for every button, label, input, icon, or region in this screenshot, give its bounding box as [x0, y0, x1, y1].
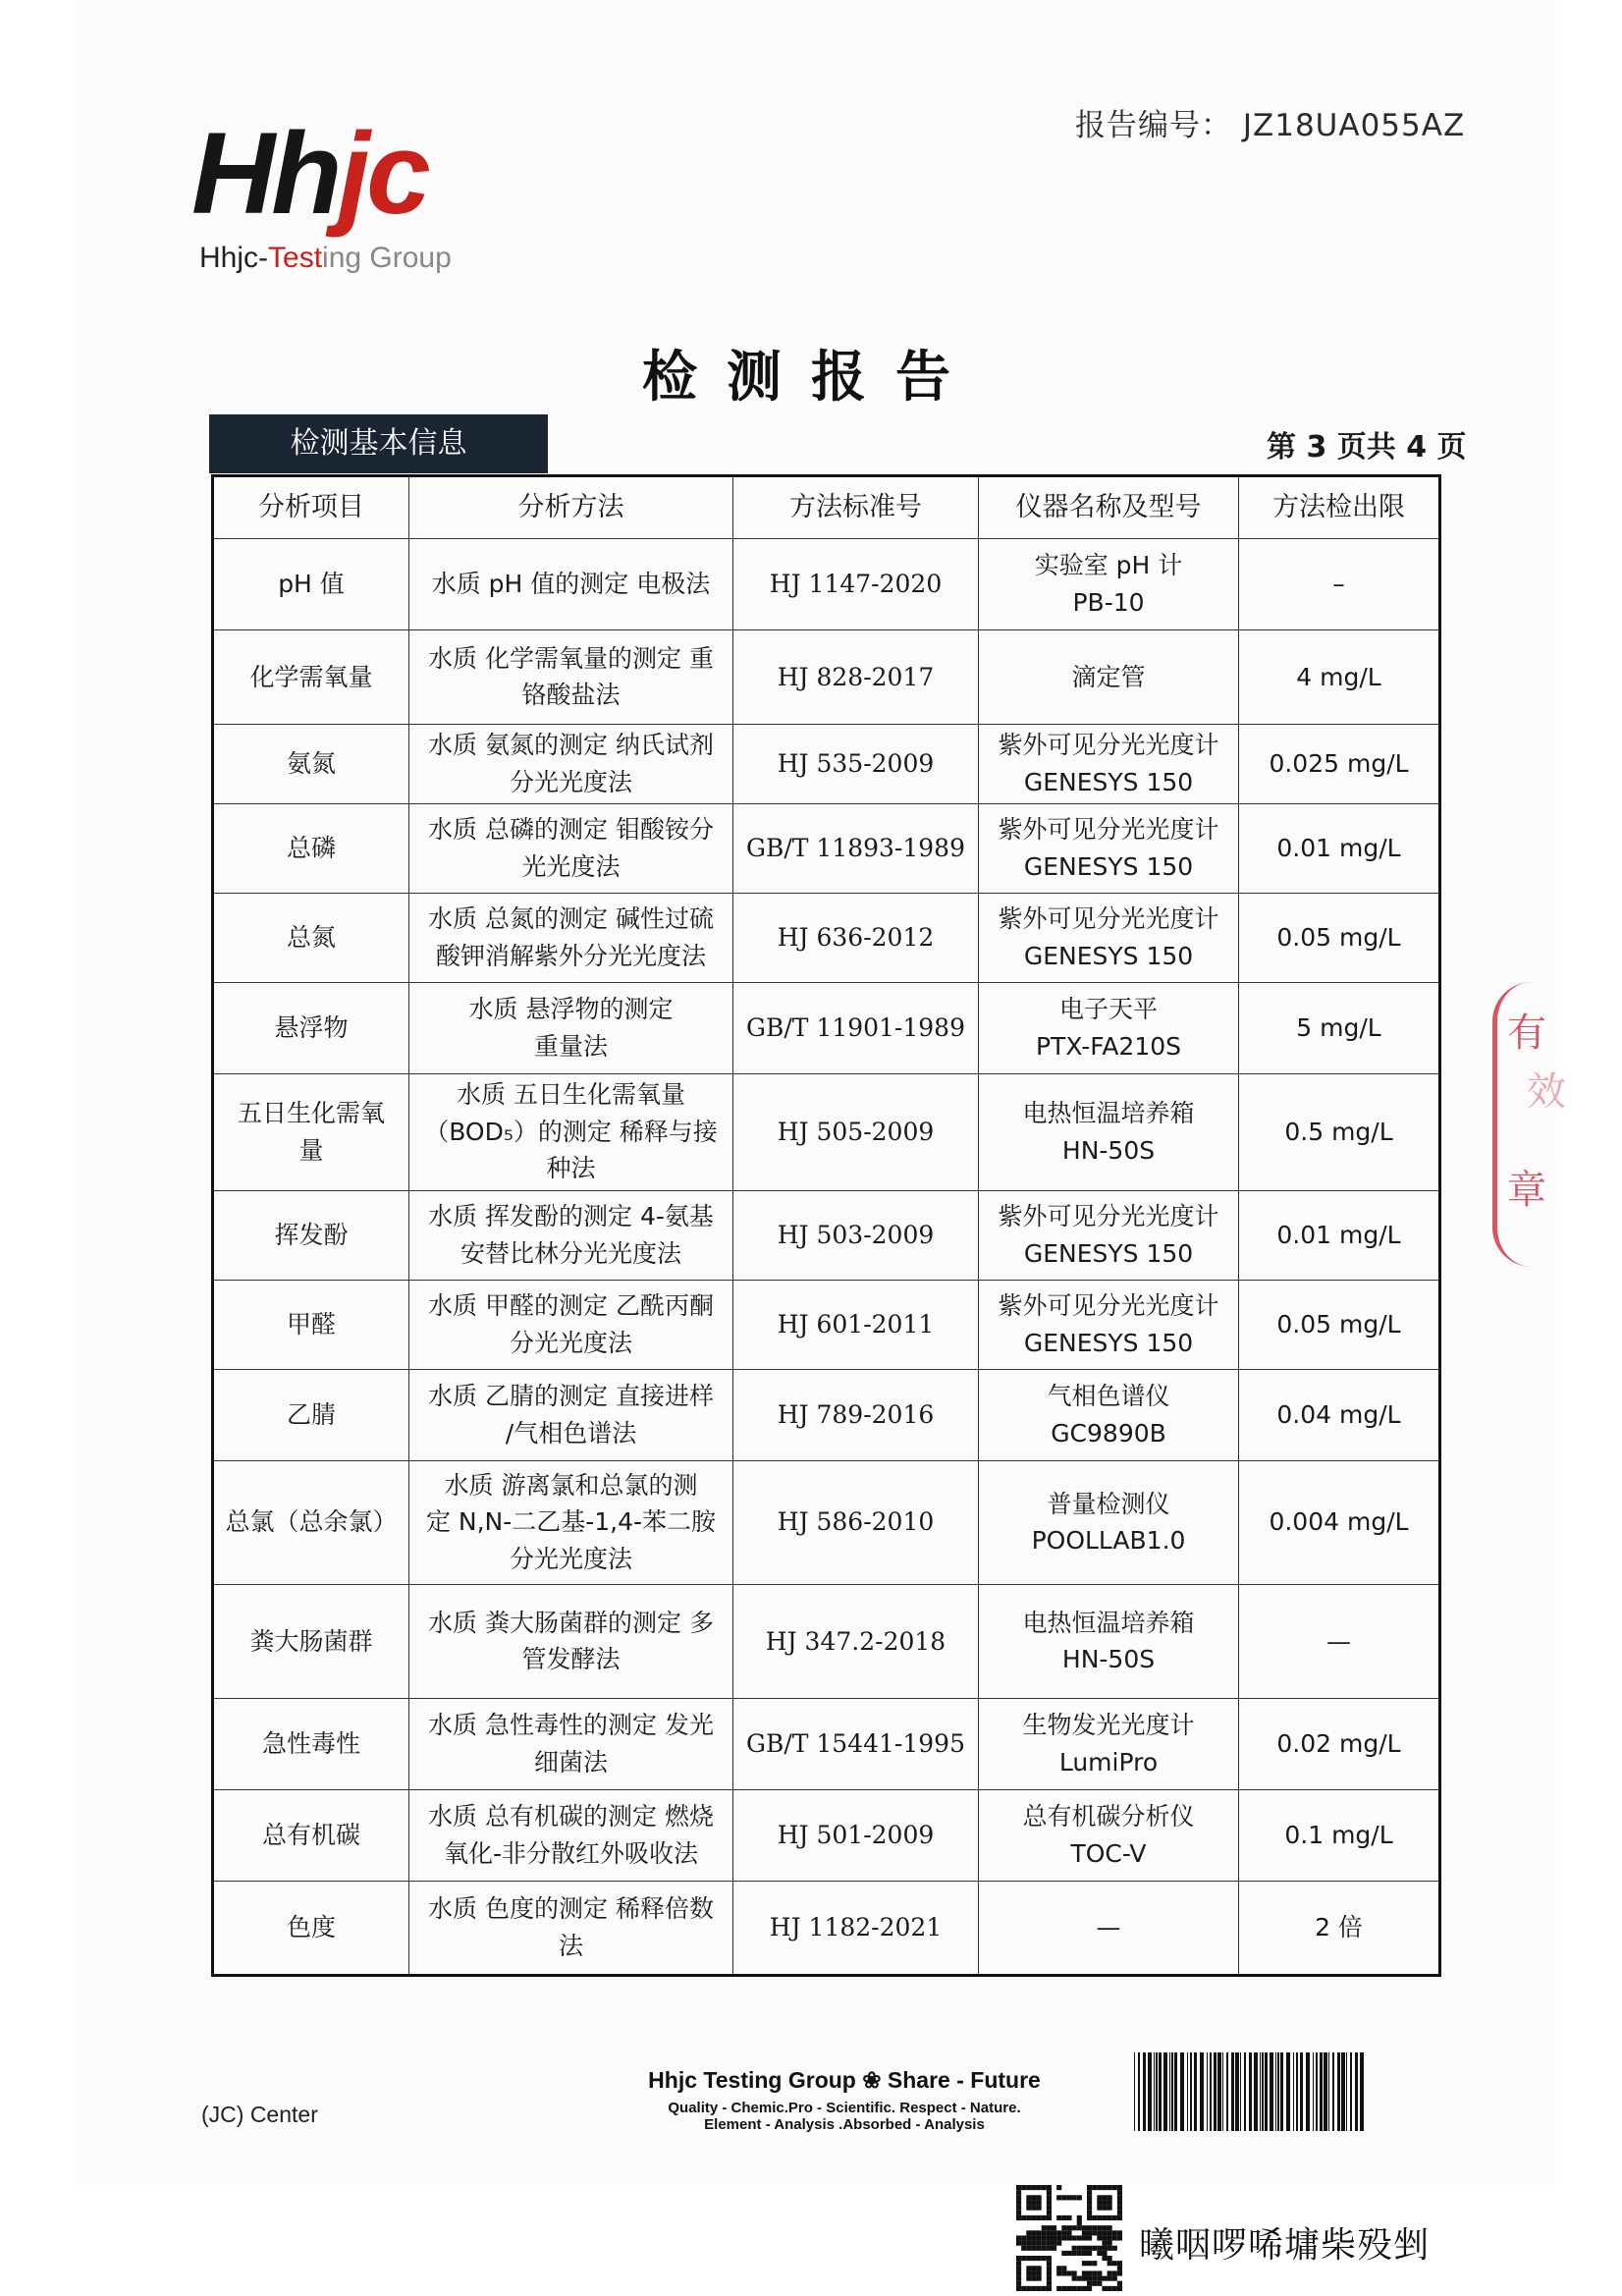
- cell-method: 水质 甲醛的测定 乙酰丙酮 分光光度法: [409, 1280, 733, 1369]
- cell-limit: 0.05 mg/L: [1239, 1280, 1440, 1369]
- cell-limit: 0.04 mg/L: [1239, 1369, 1440, 1460]
- qr-code: [1016, 2185, 1122, 2291]
- cell-limit: 0.5 mg/L: [1239, 1073, 1440, 1190]
- cell-method: 水质 急性毒性的测定 发光 细菌法: [409, 1698, 733, 1789]
- cell-limit: 0.05 mg/L: [1239, 893, 1440, 982]
- cell-item: 氨氮: [213, 724, 409, 803]
- table-row: [213, 1789, 1440, 1881]
- table-row: [213, 1190, 1440, 1280]
- table-row: [213, 1369, 1440, 1460]
- table-row: [213, 1698, 1440, 1789]
- header-standard: 方法标准号: [733, 476, 979, 539]
- table-row: [213, 539, 1440, 630]
- report-number: 报告编号： JZ18UA055AZ: [1075, 108, 1466, 143]
- cell-item: 总氮: [213, 893, 409, 982]
- cell-method: 水质 粪大肠菌群的测定 多 管发酵法: [409, 1584, 733, 1698]
- cell-item: 化学需氧量: [213, 629, 409, 724]
- cell-standard: GB/T 15441-1995: [733, 1698, 979, 1789]
- cell-method: 水质 挥发酚的测定 4-氨基 安替比林分光光度法: [409, 1190, 733, 1280]
- cell-standard: GB/T 11901-1989: [733, 982, 979, 1073]
- table-row: [213, 1073, 1440, 1190]
- barcode: [1134, 2052, 1365, 2131]
- table-row: [213, 629, 1440, 724]
- cell-method: 水质 总磷的测定 钼酸铵分 光光度法: [409, 803, 733, 893]
- footer-slogan: [589, 2067, 1100, 2133]
- cell-standard: HJ 601-2011: [733, 1280, 979, 1369]
- cell-limit: 0.004 mg/L: [1239, 1460, 1440, 1584]
- stamp-char-2: 效: [1527, 1069, 1566, 1115]
- cell-instrument: 生物发光光度计 LumiPro: [979, 1698, 1239, 1789]
- cell-standard: HJ 505-2009: [733, 1073, 979, 1190]
- cell-standard: GB/T 11893-1989: [733, 803, 979, 893]
- logo-mark-hh: Hh: [191, 109, 339, 239]
- header-limit: 方法检出限: [1239, 476, 1440, 539]
- table-row: [213, 724, 1440, 803]
- cell-instrument: 电子天平 PTX-FA210S: [979, 982, 1239, 1073]
- cell-limit: —: [1239, 1584, 1440, 1698]
- cell-item: 急性毒性: [213, 1698, 409, 1789]
- cell-item: 五日生化需氧 量: [213, 1073, 409, 1190]
- stamp-char-3: 章: [1507, 1168, 1546, 1213]
- cell-method: 水质 悬浮物的测定 重量法: [409, 982, 733, 1073]
- cell-instrument: 电热恒温培养箱 HN-50S: [979, 1073, 1239, 1190]
- header-method: 分析方法: [409, 476, 733, 539]
- logo-mark: [191, 109, 452, 239]
- cell-method: 水质 五日生化需氧量 （BOD₅）的测定 稀释与接 种法: [409, 1073, 733, 1190]
- cell-limit: 0.025 mg/L: [1239, 724, 1440, 803]
- table-row: [213, 1584, 1440, 1698]
- cell-limit: 0.01 mg/L: [1239, 1190, 1440, 1280]
- cell-standard: HJ 828-2017: [733, 629, 979, 724]
- stamp-char-1: 有: [1507, 1011, 1546, 1056]
- cell-limit: 2 倍: [1239, 1881, 1440, 1975]
- footer-line-3: Element - Analysis .Absorbed - Analysis: [704, 2116, 985, 2133]
- table-row: [213, 1280, 1440, 1369]
- cell-item: 总氯（总余氯）: [213, 1460, 409, 1584]
- cell-standard: HJ 501-2009: [733, 1789, 979, 1881]
- cell-item: 总有机碳: [213, 1789, 409, 1881]
- cell-method: 水质 总有机碳的测定 燃烧 氧化-非分散红外吸收法: [409, 1789, 733, 1881]
- header-instrument: 仪器名称及型号: [979, 476, 1239, 539]
- cell-instrument: 实验室 pH 计 PB-10: [979, 539, 1239, 630]
- cell-method: 水质 pH 值的测定 电极法: [409, 539, 733, 630]
- company-logo: [191, 109, 452, 275]
- cell-item: pH 值: [213, 539, 409, 630]
- cell-limit: 0.02 mg/L: [1239, 1698, 1440, 1789]
- cell-instrument: 总有机碳分析仪 TOC-V: [979, 1789, 1239, 1881]
- cell-item: 悬浮物: [213, 982, 409, 1073]
- header-item: 分析项目: [213, 476, 409, 539]
- logo-subtitle: [199, 242, 452, 275]
- cell-item: 总磷: [213, 803, 409, 893]
- table-row: [213, 803, 1440, 893]
- cell-instrument: 紫外可见分光光度计 GENESYS 150: [979, 1280, 1239, 1369]
- cell-standard: HJ 1182-2021: [733, 1881, 979, 1975]
- cell-standard: HJ 535-2009: [733, 724, 979, 803]
- cell-limit: –: [1239, 539, 1440, 630]
- cell-method: 水质 化学需氧量的测定 重 铬酸盐法: [409, 629, 733, 724]
- logo-sub-part2: Test: [268, 242, 323, 274]
- cell-instrument: 紫外可见分光光度计 GENESYS 150: [979, 1190, 1239, 1280]
- cell-instrument: 气相色谱仪 GC9890B: [979, 1369, 1239, 1460]
- cell-standard: HJ 347.2-2018: [733, 1584, 979, 1698]
- document-title: 检测报告: [642, 346, 980, 410]
- footer-center-label: (JC) Center: [201, 2102, 318, 2127]
- cell-method: 水质 氨氮的测定 纳氏试剂 分光光度法: [409, 724, 733, 803]
- seal-stamp: [1492, 982, 1586, 1267]
- cell-standard: HJ 503-2009: [733, 1190, 979, 1280]
- cell-limit: 5 mg/L: [1239, 982, 1440, 1073]
- cell-item: 甲醛: [213, 1280, 409, 1369]
- cell-standard: HJ 586-2010: [733, 1460, 979, 1584]
- cell-limit: 0.1 mg/L: [1239, 1789, 1440, 1881]
- table-row: [213, 1460, 1440, 1584]
- cell-limit: 4 mg/L: [1239, 629, 1440, 724]
- table-row: [213, 1881, 1440, 1975]
- bottom-text: 曦咽啰唏墉柴殁剉: [1139, 2225, 1431, 2266]
- cell-standard: HJ 636-2012: [733, 893, 979, 982]
- cell-limit: 0.01 mg/L: [1239, 803, 1440, 893]
- cell-item: 粪大肠菌群: [213, 1584, 409, 1698]
- cell-instrument: 紫外可见分光光度计 GENESYS 150: [979, 893, 1239, 982]
- footer-line-2: Quality - Chemic.Pro - Scientific. Respect - Nature.: [668, 2100, 1021, 2116]
- cell-method: 水质 总氮的测定 碱性过硫 酸钾消解紫外分光光度法: [409, 893, 733, 982]
- cell-item: 挥发酚: [213, 1190, 409, 1280]
- section-tab: 检测基本信息: [209, 414, 548, 473]
- cell-method: 水质 游离氯和总氯的测 定 N,N-二乙基-1,4-苯二胺 分光光度法: [409, 1460, 733, 1584]
- methods-table: [211, 474, 1441, 1977]
- logo-mark-jc: jc: [338, 109, 427, 239]
- cell-method: 水质 乙腈的测定 直接进样 /气相色谱法: [409, 1369, 733, 1460]
- cell-item: 色度: [213, 1881, 409, 1975]
- cell-standard: HJ 789-2016: [733, 1369, 979, 1460]
- cell-instrument: —: [979, 1881, 1239, 1975]
- cell-standard: HJ 1147-2020: [733, 539, 979, 630]
- footer-line-1: Hhjc Testing Group ❀ Share - Future: [648, 2067, 1041, 2093]
- table-row: [213, 893, 1440, 982]
- cell-instrument: 电热恒温培养箱 HN-50S: [979, 1584, 1239, 1698]
- table-header-row: [213, 476, 1440, 539]
- cell-instrument: 滴定管: [979, 629, 1239, 724]
- table-body: [213, 539, 1440, 1976]
- logo-sub-part1: Hhjc-: [199, 242, 269, 274]
- logo-sub-part3: ing Group: [322, 242, 452, 274]
- cell-instrument: 紫外可见分光光度计 GENESYS 150: [979, 803, 1239, 893]
- page-info: 第 3 页共 4 页: [1267, 430, 1467, 465]
- cell-item: 乙腈: [213, 1369, 409, 1460]
- cell-instrument: 紫外可见分光光度计 GENESYS 150: [979, 724, 1239, 803]
- cell-method: 水质 色度的测定 稀释倍数 法: [409, 1881, 733, 1975]
- cell-instrument: 普量检测仪 POOLLAB1.0: [979, 1460, 1239, 1584]
- table-row: [213, 982, 1440, 1073]
